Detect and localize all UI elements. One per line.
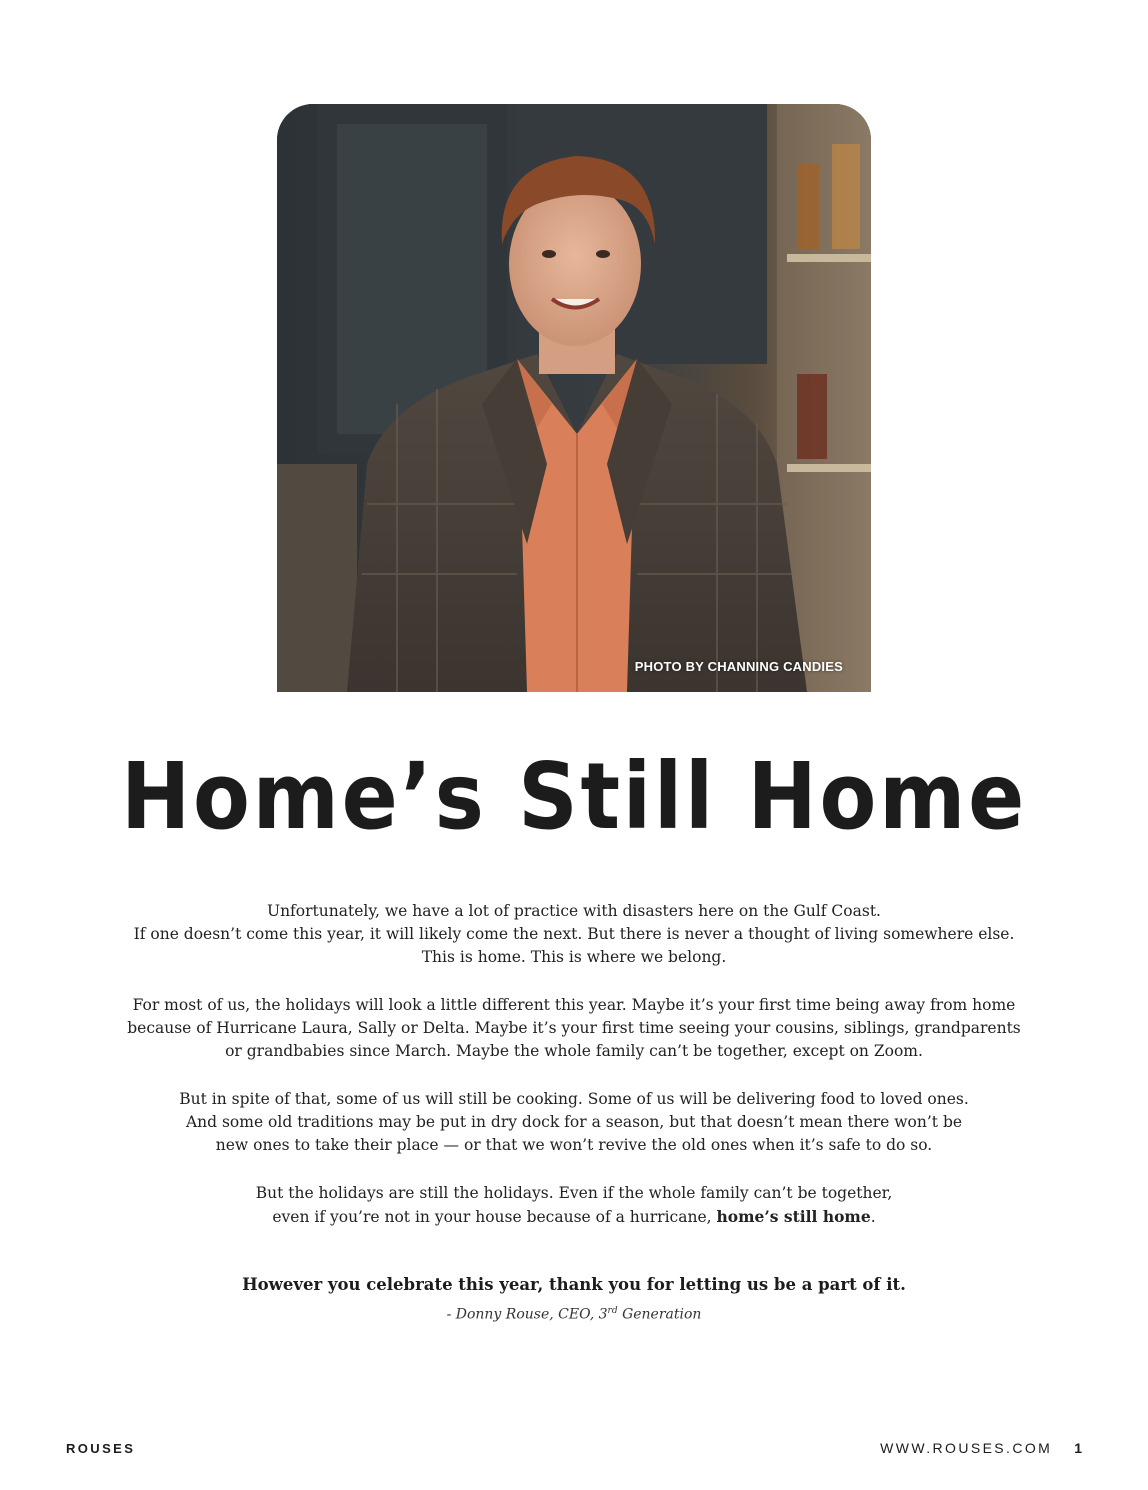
paragraph-4 (0, 1182, 1148, 1229)
closing-line: However you celebrate this year, thank you for letting us be a part of it. (242, 1275, 906, 1294)
paragraph-4-end: . (870, 1208, 876, 1226)
ceo-portrait-photo (277, 104, 871, 692)
paragraph-4-text: But the holidays are still the holidays. Even if the whole family can’t be together, even if you’re not in your house because of a hurricane, (255, 1184, 893, 1226)
page-number: 1 (1074, 1440, 1082, 1456)
footer-right (880, 1440, 1082, 1456)
signature-prefix: - Donny Rouse, CEO, 3 (446, 1306, 608, 1323)
footer-url[interactable]: WWW.ROUSES.COM (880, 1440, 1053, 1456)
footer-brand: ROUSES (66, 1441, 136, 1456)
signature-superscript: rd (607, 1306, 618, 1316)
page-title: Home’s Still Home (121, 743, 1027, 850)
paragraph-1: Unfortunately, we have a lot of practice with disasters here on the Gulf Coast. If one doesn’t come this year, it will likely come the next. But there is never a thought of living somewhere else. This is home. This is where we belong. (133, 902, 1015, 966)
paragraph-4-emphasis: home’s still home (716, 1207, 871, 1226)
signature-suffix: Generation (617, 1306, 702, 1323)
photo-credit: PHOTO BY CHANNING CANDIES (634, 659, 843, 674)
portrait-illustration (277, 104, 871, 692)
signature (0, 1306, 1148, 1323)
paragraph-3: But in spite of that, some of us will still be cooking. Some of us will be delivering food to loved ones. And some old traditions may be put in dry dock for a season, but that doesn’t mean there won’t be new ones to take their place — or that we won’t revive the old ones when it’s safe to do so. (179, 1090, 969, 1154)
paragraph-2: For most of us, the holidays will look a little different this year. Maybe it’s your first time being away from home because of Hurricane Laura, Sally or Delta. Maybe it’s your first time seeing your cousins, siblings, grandparents or grandbabies since March. Maybe the whole family can’t be together, except on Zoom. (127, 996, 1021, 1060)
letter-body (0, 900, 1148, 1254)
